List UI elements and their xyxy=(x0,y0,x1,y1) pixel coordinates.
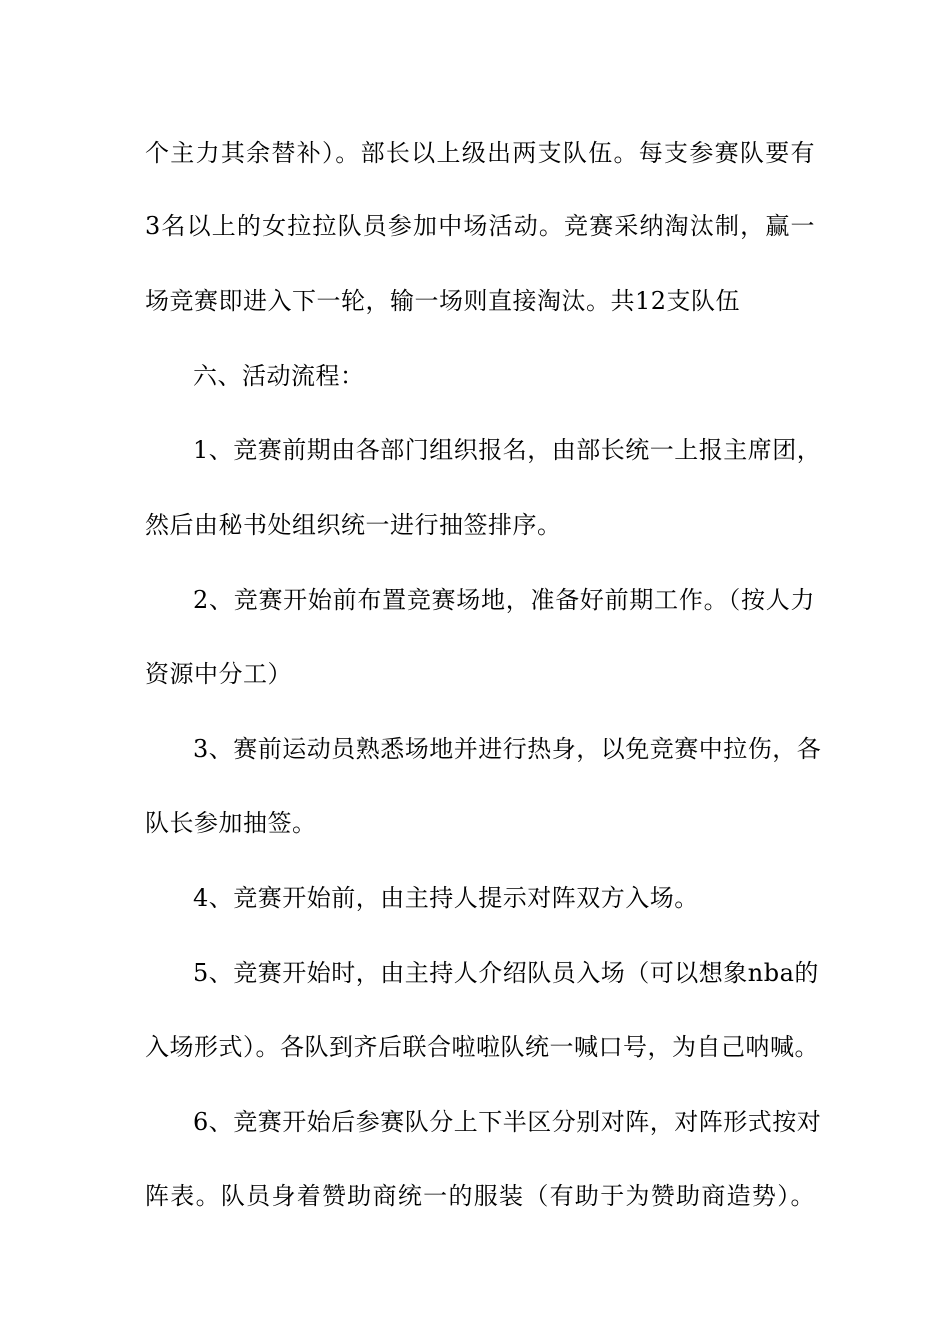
text-line-2: 3名以上的女拉拉队员参加中场活动。竞赛采纳淘汰制，赢一 xyxy=(145,212,815,240)
step-4-line-1: 4、竞赛开始前，由主持人提示对阵双方入场。 xyxy=(193,884,699,912)
section-heading: 六、活动流程： xyxy=(193,362,365,390)
step-1-line-2: 然后由秘书处组织统一进行抽签排序。 xyxy=(145,511,562,539)
step-3-line-1: 3、赛前运动员熟悉场地并进行热身，以免竞赛中拉伤，各 xyxy=(193,735,822,763)
step-3-line-2: 队长参加抽签。 xyxy=(145,809,317,837)
step-5-line-2: 入场形式）。各队到齐后联合啦啦队统一喊口号，为自己呐喊。 xyxy=(145,1033,819,1061)
step-1-line-1: 1、竞赛前期由各部门组织报名，由部长统一上报主席团， xyxy=(193,436,822,464)
step-6-line-2: 阵表。队员身着赞助商统一的服装（有助于为赞助商造势）。 xyxy=(145,1182,815,1210)
text-line-3: 场竞赛即进入下一轮，输一场则直接淘汰。共12支队伍 xyxy=(145,287,741,315)
step-2-line-1: 2、竞赛开始前布置竞赛场地，准备好前期工作。（按人力 xyxy=(193,586,815,614)
text-line-1: 个主力其余替补）。部长以上级出两支队伍。每支参赛队要有 xyxy=(145,139,815,167)
step-2-line-2: 资源中分工） xyxy=(145,660,292,688)
step-6-line-1: 6、竞赛开始后参赛队分上下半区分别对阵，对阵形式按对 xyxy=(193,1108,822,1136)
step-5-line-1: 5、竞赛开始时，由主持人介绍队员入场（可以想象nba的 xyxy=(193,959,819,987)
